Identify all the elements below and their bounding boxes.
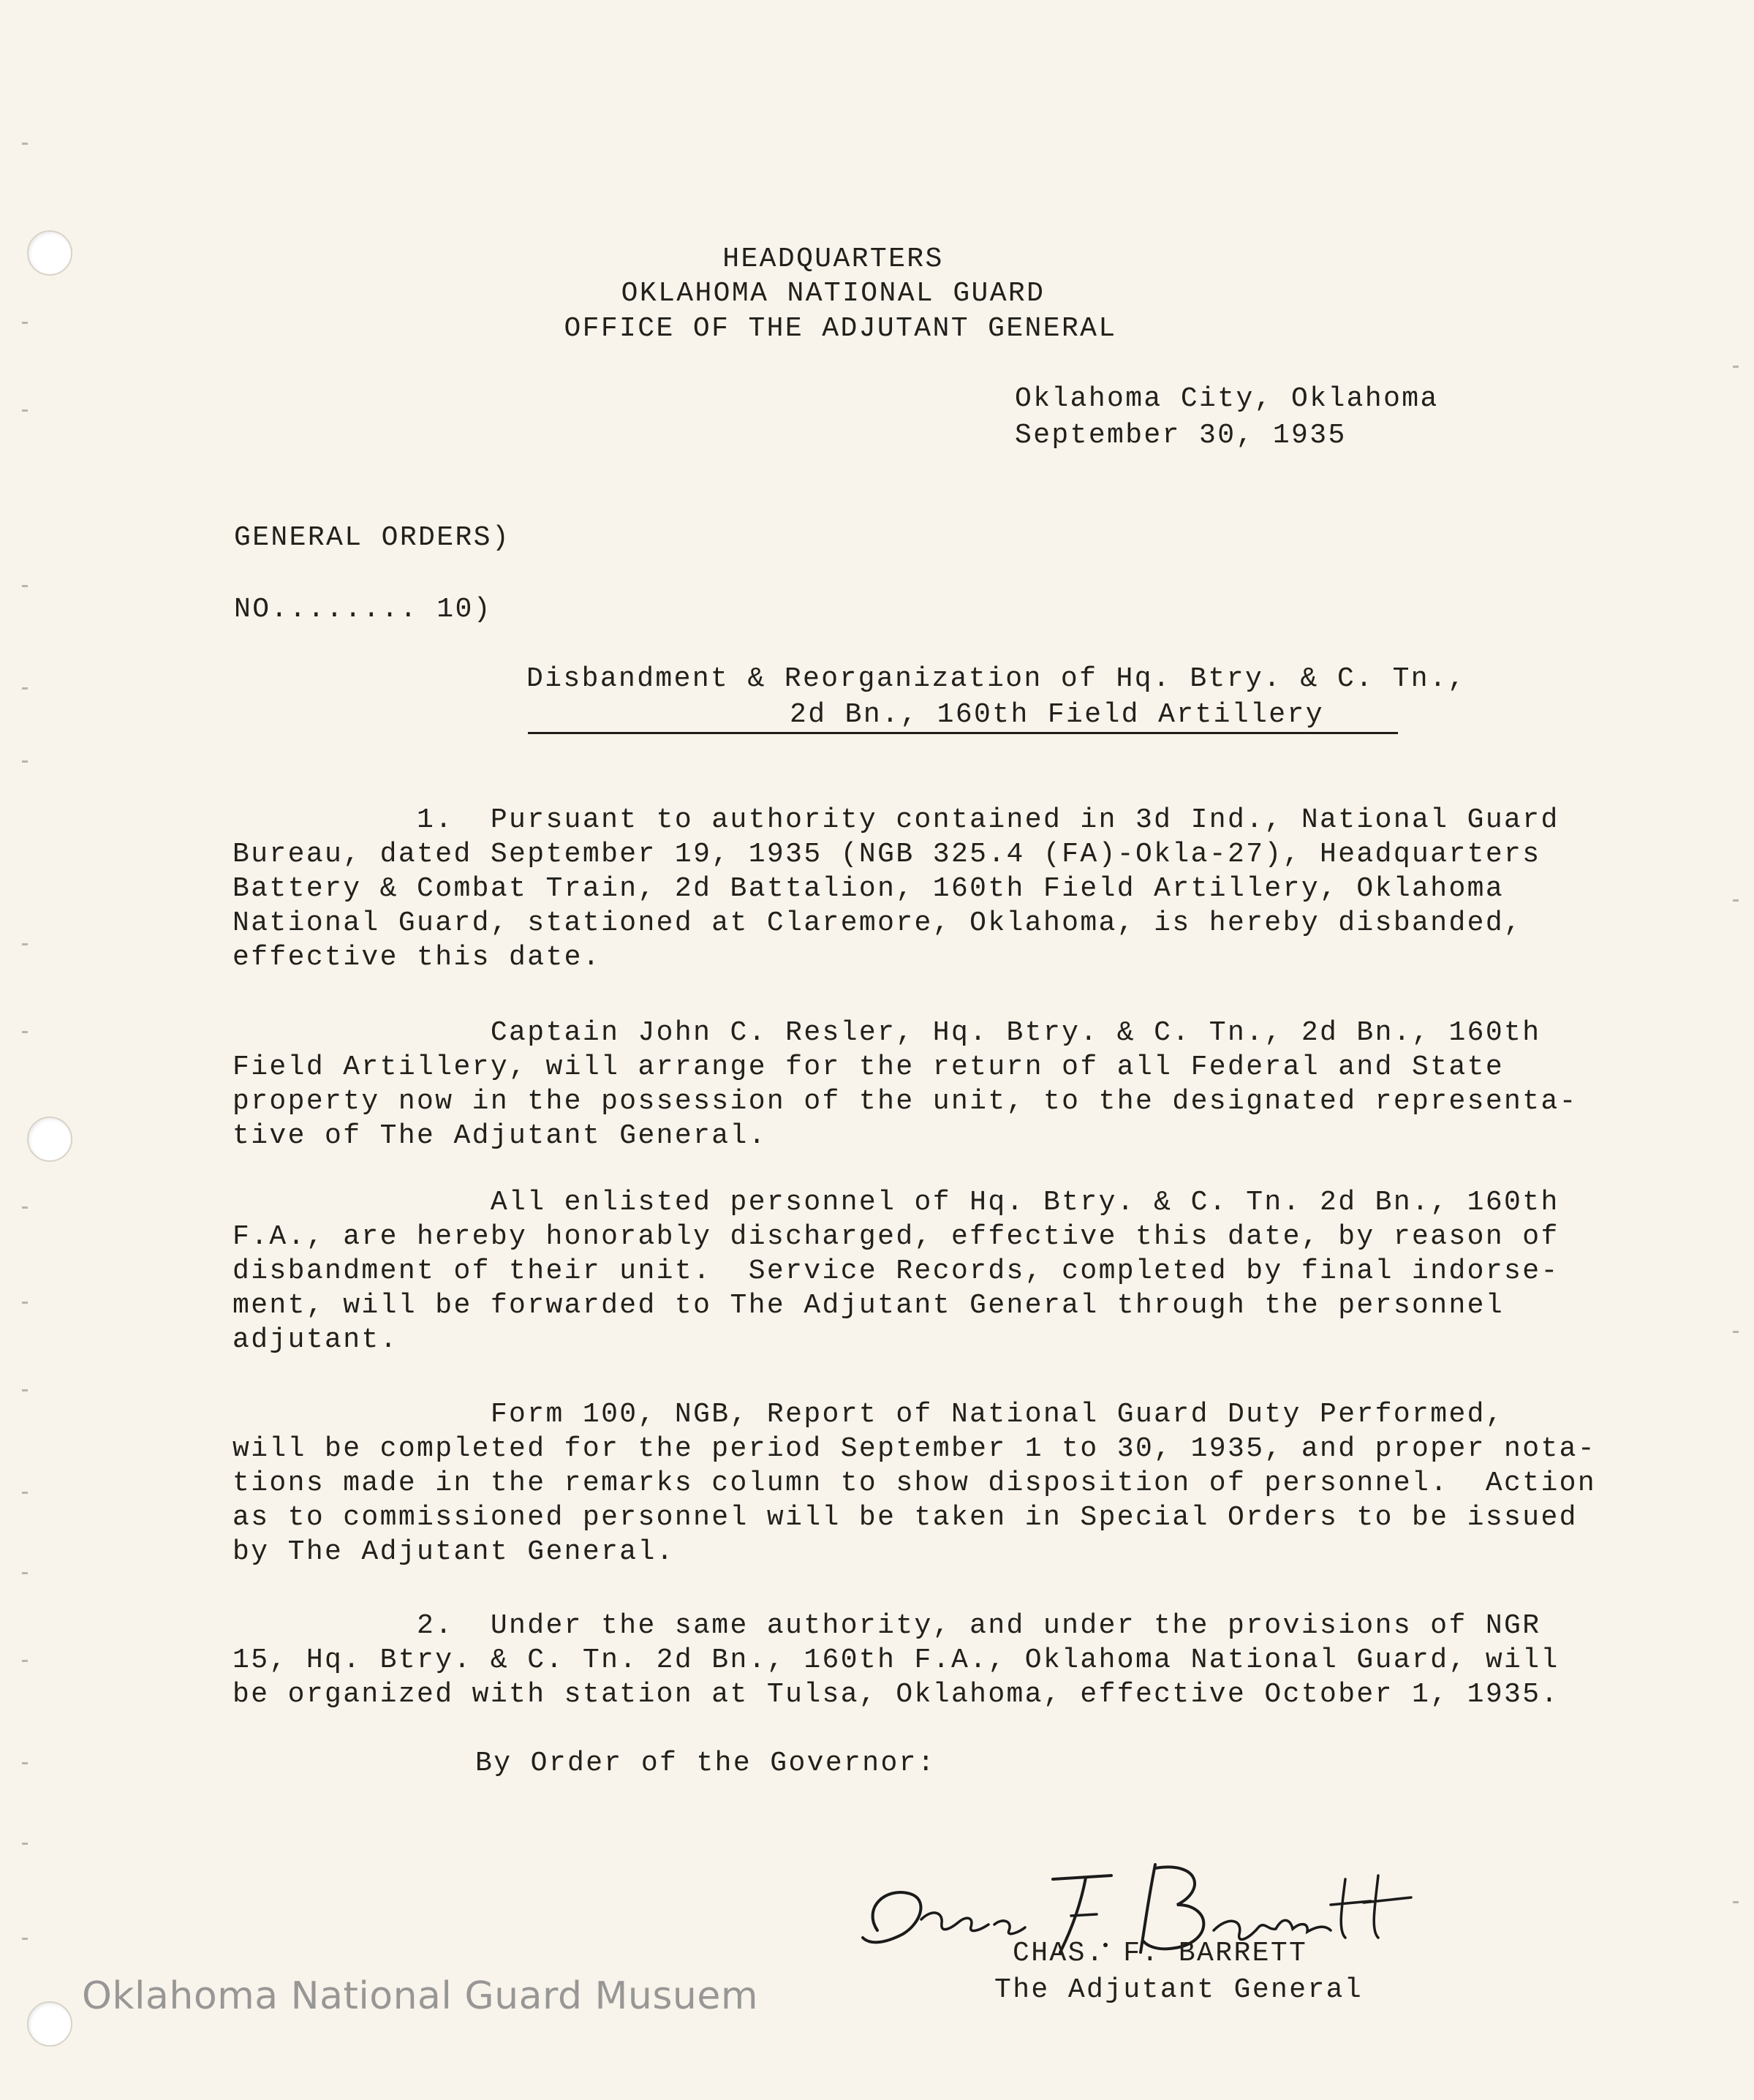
margin-tick bbox=[1733, 1331, 1739, 1333]
margin-tick bbox=[22, 409, 28, 412]
margin-tick bbox=[22, 1660, 28, 1662]
margin-tick bbox=[22, 1762, 28, 1764]
body-p2-line: Captain John C. Resler, Hq. Btry. & C. Tn., 2d Bn., 160th bbox=[233, 1017, 1541, 1049]
margin-tick bbox=[22, 1572, 28, 1574]
body-p4-line: tions made in the remarks column to show disposition of personnel. Action bbox=[233, 1468, 1597, 1499]
by-order-line: By Order of the Governor: bbox=[475, 1748, 937, 1779]
margin-tick bbox=[22, 1031, 28, 1033]
margin-tick bbox=[22, 143, 28, 145]
letterhead-line-3: OFFICE OF THE ADJUTANT GENERAL bbox=[564, 313, 1117, 344]
general-orders-label: GENERAL ORDERS) bbox=[234, 522, 511, 554]
margin-tick bbox=[22, 585, 28, 587]
museum-watermark: Oklahoma National Guard Musuem bbox=[82, 1974, 759, 2018]
margin-tick bbox=[22, 1492, 28, 1494]
body-p3-line: All enlisted personnel of Hq. Btry. & C. Tn. 2d Bn., 160th bbox=[233, 1187, 1560, 1218]
body-p3-line: disbandment of their unit. Service Records, completed by final indorse- bbox=[233, 1255, 1560, 1287]
body-p3-line: ment, will be forwarded to The Adjutant General through the personnel bbox=[233, 1290, 1505, 1321]
margin-tick bbox=[22, 1206, 28, 1209]
body-p1-line: National Guard, stationed at Claremore, Oklahoma, is hereby disbanded, bbox=[233, 907, 1523, 939]
letterhead-line-1: HEADQUARTERS bbox=[722, 243, 944, 275]
margin-tick bbox=[22, 1843, 28, 1845]
margin-tick bbox=[1733, 366, 1739, 368]
subject-line-2: 2d Bn., 160th Field Artillery bbox=[790, 699, 1324, 730]
margin-tick bbox=[22, 687, 28, 690]
body-p1-line: effective this date. bbox=[233, 942, 602, 973]
body-p5-line: be organized with station at Tulsa, Oklahoma, effective October 1, 1935. bbox=[233, 1679, 1560, 1710]
margin-tick bbox=[1733, 1901, 1739, 1903]
body-p1-line: 1. Pursuant to authority contained in 3d Ind., National Guard bbox=[233, 804, 1560, 836]
body-p5-line: 15, Hq. Btry. & C. Tn. 2d Bn., 160th F.A., Oklahoma National Guard, will bbox=[233, 1644, 1560, 1676]
body-p5-line: 2. Under the same authority, and under the provisions of NGR bbox=[233, 1610, 1541, 1642]
body-p4-line: by The Adjutant General. bbox=[233, 1536, 675, 1568]
subject-underline bbox=[528, 732, 1398, 734]
binder-hole-middle bbox=[27, 1117, 72, 1162]
margin-tick bbox=[1733, 899, 1739, 902]
body-p4-line: Form 100, NGB, Report of National Guard Duty Performed, bbox=[233, 1399, 1505, 1430]
margin-tick bbox=[22, 1389, 28, 1391]
body-p3-line: adjutant. bbox=[233, 1324, 398, 1356]
subject-line-1: Disbandment & Reorganization of Hq. Btry. & C. Tn., bbox=[526, 663, 1467, 695]
body-p2-line: property now in the possession of the unit, to the designated representa- bbox=[233, 1086, 1578, 1117]
body-p1-line: Battery & Combat Train, 2d Battalion, 160th Field Artillery, Oklahoma bbox=[233, 873, 1505, 904]
order-number: NO........ 10) bbox=[234, 594, 492, 625]
body-p3-line: F.A., are hereby honorably discharged, effective this date, by reason of bbox=[233, 1221, 1560, 1253]
date: September 30, 1935 bbox=[1015, 420, 1347, 451]
margin-tick bbox=[22, 760, 28, 763]
margin-tick bbox=[22, 1302, 28, 1304]
margin-tick bbox=[22, 1938, 28, 1940]
place: Oklahoma City, Oklahoma bbox=[1015, 383, 1439, 415]
body-p1-line: Bureau, dated September 19, 1935 (NGB 325.4 (FA)-Okla-27), Headquarters bbox=[233, 839, 1541, 870]
letterhead-line-2: OKLAHOMA NATIONAL GUARD bbox=[621, 278, 1046, 309]
body-p2-line: Field Artillery, will arrange for the return of all Federal and State bbox=[233, 1051, 1505, 1083]
body-p2-line: tive of The Adjutant General. bbox=[233, 1120, 767, 1152]
binder-hole-bottom bbox=[27, 2001, 72, 2047]
signer-title: The Adjutant General bbox=[994, 1974, 1364, 2006]
signer-name: CHAS. F. BARRETT bbox=[1013, 1938, 1308, 1969]
body-p4-line: will be completed for the period September 1 to 30, 1935, and proper nota- bbox=[233, 1433, 1597, 1465]
body-p4-line: as to commissioned personnel will be taken in Special Orders to be issued bbox=[233, 1502, 1578, 1533]
margin-tick bbox=[22, 943, 28, 945]
